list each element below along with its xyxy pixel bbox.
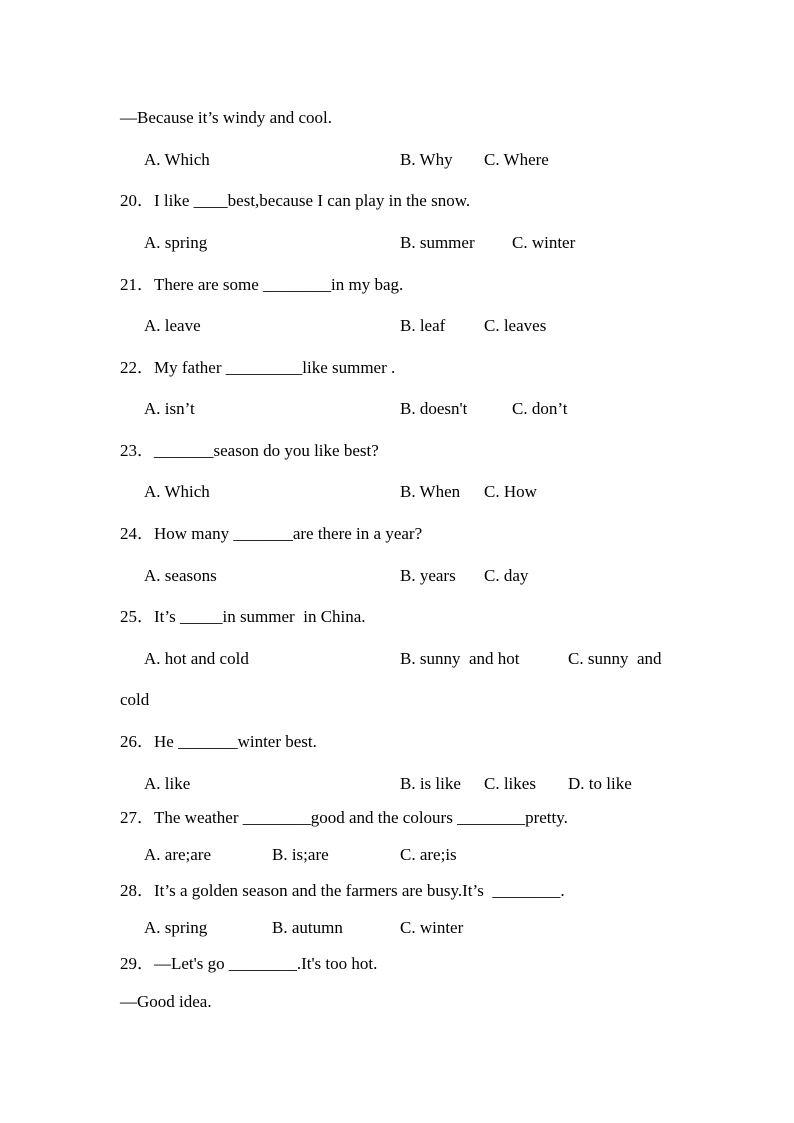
option-a: A. like [144,774,191,793]
option-b: B. Why [400,150,453,169]
option-a: A. are;are [144,845,212,864]
option-a: A. Which [144,482,210,501]
question-27: 27．The weather ________good and the colours ________pretty. [120,808,568,827]
option-c: C. winter [512,233,576,252]
question-23: 23．_______season do you like best? [120,441,379,460]
option-b: B. autumn [272,918,343,937]
option-c: C. likes [484,774,536,793]
question-25: 25．It’s _____in summer in China. [120,607,366,626]
option-d: D. to like [568,774,632,793]
option-a: A. hot and cold [144,649,249,668]
option-c: C. How [484,482,537,501]
option-a: A. seasons [144,566,217,585]
option-b: B. years [400,566,456,585]
option-c: C. are;is [400,845,457,864]
option-c: C. leaves [484,316,547,335]
answer-line: —Because it’s windy and cool. [120,108,332,127]
option-a: A. Which [144,150,210,169]
question-21: 21．There are some ________in my bag. [120,275,404,294]
option-c: C. Where [484,150,549,169]
option-a: A. isn’t [144,399,195,418]
option-c: C. sunny and [568,649,662,668]
question-29: 29．—Let's go ________.It's too hot. [120,954,378,973]
question-26: 26．He _______winter best. [120,732,317,751]
question-28: 28．It’s a golden season and the farmers are busy.It’s ________. [120,881,565,900]
option-b: B. leaf [400,316,446,335]
option-b: B. is;are [272,845,329,864]
option-a: A. spring [144,233,208,252]
option-a: A. spring [144,918,208,937]
question-24: 24．How many _______are there in a year? [120,524,423,543]
option-c: C. don’t [512,399,568,418]
question-20: 20．I like ____best,because I can play in the snow. [120,191,471,210]
option-a: A. leave [144,316,201,335]
option-c: C. winter [400,918,464,937]
option-b: B. is like [400,774,461,793]
option-c-continued: cold [120,690,150,709]
option-b: B. When [400,482,461,501]
option-b: B. doesn't [400,399,468,418]
question-22: 22．My father _________like summer . [120,358,396,377]
answer-line: —Good idea. [120,992,212,1011]
option-b: B. sunny and hot [400,649,520,668]
option-c: C. day [484,566,529,585]
option-b: B. summer [400,233,475,252]
